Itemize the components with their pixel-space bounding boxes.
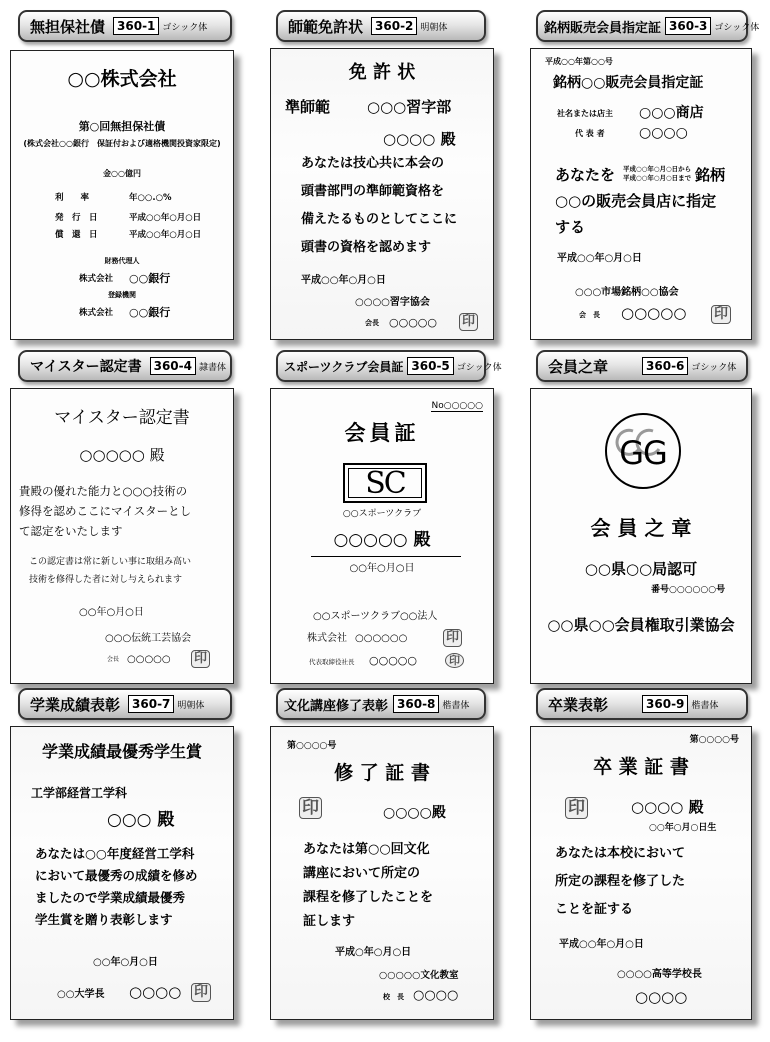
tab-code: 360-5 [407, 357, 453, 375]
tab-font: ゴシック体 [691, 362, 737, 373]
issue-date: ○○年○月○日 [93, 957, 158, 968]
certificate-card-360-5[interactable] [270, 388, 494, 684]
rep-label: 代 表 者 [575, 129, 605, 138]
club-name: ○○スポーツクラブ [342, 509, 422, 519]
issue-date: 平成○○年○月○日 [301, 275, 386, 286]
tab-360-6[interactable] [536, 350, 748, 382]
tab-360-7[interactable] [18, 688, 232, 720]
tab-360-3[interactable] [536, 10, 760, 42]
chair-name: ○○○○○ [127, 654, 171, 665]
tab-font: ゴシック体 [714, 22, 760, 33]
body-line-3: する [555, 218, 586, 236]
body-line-4: 学生賞を贈り表彰します [35, 912, 173, 927]
body-prefix: あなたを [555, 166, 616, 184]
rate-value: 年○○.○% [129, 193, 172, 203]
registry-name: ○○銀行 [129, 306, 171, 319]
head-name: ○○○○ [413, 988, 459, 1003]
school-name: ○○○○高等学校長 [617, 969, 702, 980]
tab-font: ゴシック体 [162, 22, 208, 33]
seal-stamp [299, 797, 322, 819]
issue-date: ○○年○月○日 [79, 607, 144, 618]
chair-name: ○○○○○ [621, 304, 687, 322]
body-line-2: ○○の販売会員店に指定 [555, 192, 717, 210]
redeem-value: 平成○○年○月○日 [129, 230, 202, 240]
recipient-name: ○○○○殿 [383, 805, 446, 821]
issue-value: 平成○○年○月○日 [129, 213, 202, 223]
seal-stamp [191, 650, 210, 668]
tab-name: 会員之章 [548, 357, 609, 376]
department: 工学部経営工学科 [31, 786, 128, 800]
tab-name: 無担保社債 [30, 17, 106, 36]
tab-code: 360-7 [128, 695, 174, 713]
chair-label: 会長 [107, 656, 120, 663]
body-line-4: 証します [303, 914, 356, 929]
period-to: 平成○○年○月○日まで [623, 174, 692, 182]
recipient-name: ○○○○○ 殿 [333, 530, 431, 550]
logo-text: SC [348, 468, 422, 498]
tab-360-1[interactable] [18, 10, 232, 42]
tab-360-9[interactable] [536, 688, 748, 720]
tab-font: 楷書体 [442, 700, 470, 711]
body-line-2: 修得を認めここにマイスターとし [19, 504, 192, 518]
issue-date: 平成○○年○月○日 [557, 253, 642, 264]
company-name: ○○○○○○ [355, 633, 408, 644]
tab-360-8[interactable] [276, 688, 486, 720]
shop-label: 社名または店主 [557, 109, 613, 118]
shop-value: ○○○商店 [639, 105, 704, 121]
birth-date: ○○年○月○日生 [649, 823, 717, 833]
license-rank: 準師範 [285, 98, 331, 116]
ceo-name: ○○○○○ [369, 654, 417, 667]
body-line-1: あなたは第○○回文化 [303, 842, 430, 857]
tab-name: マイスター認定書 [30, 359, 142, 375]
tab-360-4[interactable] [18, 350, 232, 382]
company-name: ○○株式会社 [67, 68, 177, 90]
president-name: ○○○○ [129, 983, 182, 1001]
body-line-3: 課程を修了したことを [303, 890, 434, 905]
recipient-name: ○○○○ 殿 [383, 130, 456, 148]
certificate-title: 修 了 証 書 [334, 762, 430, 784]
agent-company: 株式会社 [79, 274, 114, 284]
tab-font: 楷書体 [691, 700, 719, 711]
principal-name: ○○○○ [635, 988, 688, 1006]
body-line-1: あなたは○○年度経営工学科 [35, 846, 195, 861]
head-label: 校 長 [383, 992, 404, 1001]
certificate-card-360-4[interactable] [10, 388, 234, 684]
tab-font: 隷書体 [198, 362, 226, 373]
tab-code: 360-3 [665, 17, 711, 35]
ceo-label: 代表取締役社長 [309, 658, 355, 666]
license-division: ○○○習字部 [367, 98, 452, 116]
tab-code: 360-6 [642, 357, 688, 375]
certificate-card-360-6[interactable] [530, 388, 752, 684]
bond-subtitle: (株式会社○○銀行 保証付および適格機関投資家限定) [23, 139, 221, 148]
bond-amount: 金○○億円 [103, 169, 141, 178]
seal-stamp [459, 313, 478, 331]
club-logo [343, 463, 427, 503]
issue-date: ○○年○月○日 [349, 563, 415, 574]
body-line-2: 頭書部門の準師範資格を [301, 184, 445, 199]
note-line-2: 技術を修得した者に対し与えられます [29, 575, 183, 585]
recipient-name: ○○○ 殿 [107, 810, 175, 830]
chair-label: 会 長 [579, 311, 600, 319]
association-emblem [603, 411, 683, 491]
recipient-underline [311, 556, 461, 557]
tab-name: スポーツクラブ会員証 [284, 359, 404, 374]
permit-text: ○○県○○局認可 [584, 560, 698, 578]
tab-name: 卒業表彰 [548, 695, 609, 714]
rep-value: ○○○○ [639, 125, 688, 141]
tab-font: ゴシック体 [456, 362, 502, 373]
certificate-card-360-9[interactable] [530, 726, 752, 1020]
chair-label: 会長 [365, 318, 379, 327]
body-line-1: あなたは技心共に本会の [301, 156, 445, 171]
organization: ○○○○習字協会 [355, 297, 430, 308]
recipient-name: ○○○○○ 殿 [79, 446, 165, 464]
corporation: ○○スポーツクラブ○○法人 [313, 611, 438, 622]
ceo-seal [445, 653, 464, 668]
tab-font: 明朝体 [420, 22, 448, 33]
organization: ○○○伝統工芸協会 [105, 633, 192, 644]
seal-stamp [191, 983, 211, 1002]
period-from: 平成○○年○月○日から [623, 165, 692, 173]
association-name: ○○県○○会員権取引業協会 [547, 616, 735, 634]
license-title: 免 許 状 [348, 62, 416, 83]
issue-date: 平成○年○月○日 [335, 947, 412, 958]
tab-code: 360-2 [371, 17, 417, 35]
seal-stamp [565, 797, 588, 819]
seal-icon: 印 [459, 313, 478, 331]
registry-label: 登録機関 [108, 291, 136, 299]
membership-number: No○○○○○ [431, 401, 483, 411]
issue-label: 発 行 日 [55, 213, 98, 223]
tab-code: 360-9 [642, 695, 688, 713]
redeem-label: 償 還 日 [55, 230, 98, 240]
card-title: 会員証 [344, 421, 420, 445]
seal-icon: 印 [299, 797, 322, 819]
tab-360-2[interactable] [276, 10, 486, 42]
body-brand: 銘柄 [695, 166, 726, 184]
seal-stamp [711, 305, 731, 324]
certificate-card-360-8[interactable] [270, 726, 494, 1020]
rate-label: 利 率 [55, 193, 90, 203]
certificate-card-360-7[interactable] [10, 726, 234, 1020]
company-seal [443, 629, 462, 647]
body-line-3: て認定をいたします [19, 524, 123, 538]
body-line-1: 貴殿の優れた能力と○○○技術の [19, 484, 188, 498]
issue-date: 平成○○年○月○日 [559, 939, 644, 950]
agent-name: ○○銀行 [129, 272, 171, 285]
tab-code: 360-8 [393, 695, 439, 713]
bond-title: 第○回無担保社債 [78, 120, 166, 133]
registry-company: 株式会社 [79, 308, 114, 318]
certificate-number: 第○○○○号 [287, 741, 337, 751]
badge-title: 会 員 之 章 [590, 516, 692, 540]
certificate-card-360-3[interactable] [530, 48, 752, 340]
seal-icon: 印 [565, 797, 588, 819]
seal-icon: 印 [711, 305, 731, 324]
tab-font: 明朝体 [177, 700, 205, 711]
certificate-title: 銘柄○○販売会員指定証 [553, 75, 704, 91]
school-name: ○○○○○文化教室 [379, 970, 459, 981]
certificate-title: 卒 業 証 書 [593, 756, 689, 778]
body-line-2: 講座において所定の [303, 866, 421, 881]
body-line-1: あなたは本校において [555, 846, 686, 861]
tab-name: 銘柄販売会員指定証 [544, 20, 662, 36]
agent-label: 財務代理人 [104, 257, 140, 265]
seal-icon: 印 [191, 983, 211, 1002]
note-line-1: この認定書は常に新しい事に取組み高い [29, 557, 192, 567]
seal-icon: 印 [443, 629, 462, 647]
body-line-2: 所定の課程を修了した [555, 874, 686, 889]
tab-code: 360-1 [113, 17, 159, 35]
seal-icon: 印 [191, 650, 210, 668]
certificate-number: 第○○○○号 [689, 735, 739, 745]
body-line-4: 頭書の資格を認めます [301, 240, 432, 255]
certificate-card-360-1[interactable] [10, 50, 234, 340]
certificate-title: マイスター認定書 [54, 408, 190, 428]
certificate-number: 平成○○年第○○号 [545, 57, 613, 66]
certificate-card-360-2[interactable] [270, 48, 494, 340]
tab-code: 360-4 [150, 357, 196, 375]
seal-icon: 印 [445, 653, 464, 668]
badge-number: 番号○○○○○○号 [651, 585, 726, 595]
tab-name: 学業成績表彰 [30, 695, 121, 714]
body-line-3: 備えたるものとしてここに [301, 212, 458, 227]
tab-name: 師範免許状 [288, 17, 364, 36]
recipient-name: ○○○○ 殿 [631, 798, 704, 816]
company-label: 株式会社 [307, 633, 347, 644]
award-title: 学業成績最優秀学生賞 [41, 742, 202, 761]
body-line-3: ことを証する [555, 902, 634, 917]
tab-360-5[interactable] [276, 350, 502, 382]
emblem-letters: GG [619, 434, 667, 472]
president-title: ○○大学長 [57, 989, 105, 1000]
organization: ○○○市場銘柄○○協会 [575, 287, 679, 298]
tab-name: 文化講座修了表彰 [284, 698, 389, 714]
body-line-2: において最優秀の成績を修め [35, 868, 198, 883]
chair-name: ○○○○○ [389, 316, 437, 329]
body-line-3: ましたので学業成績最優秀 [35, 890, 186, 905]
